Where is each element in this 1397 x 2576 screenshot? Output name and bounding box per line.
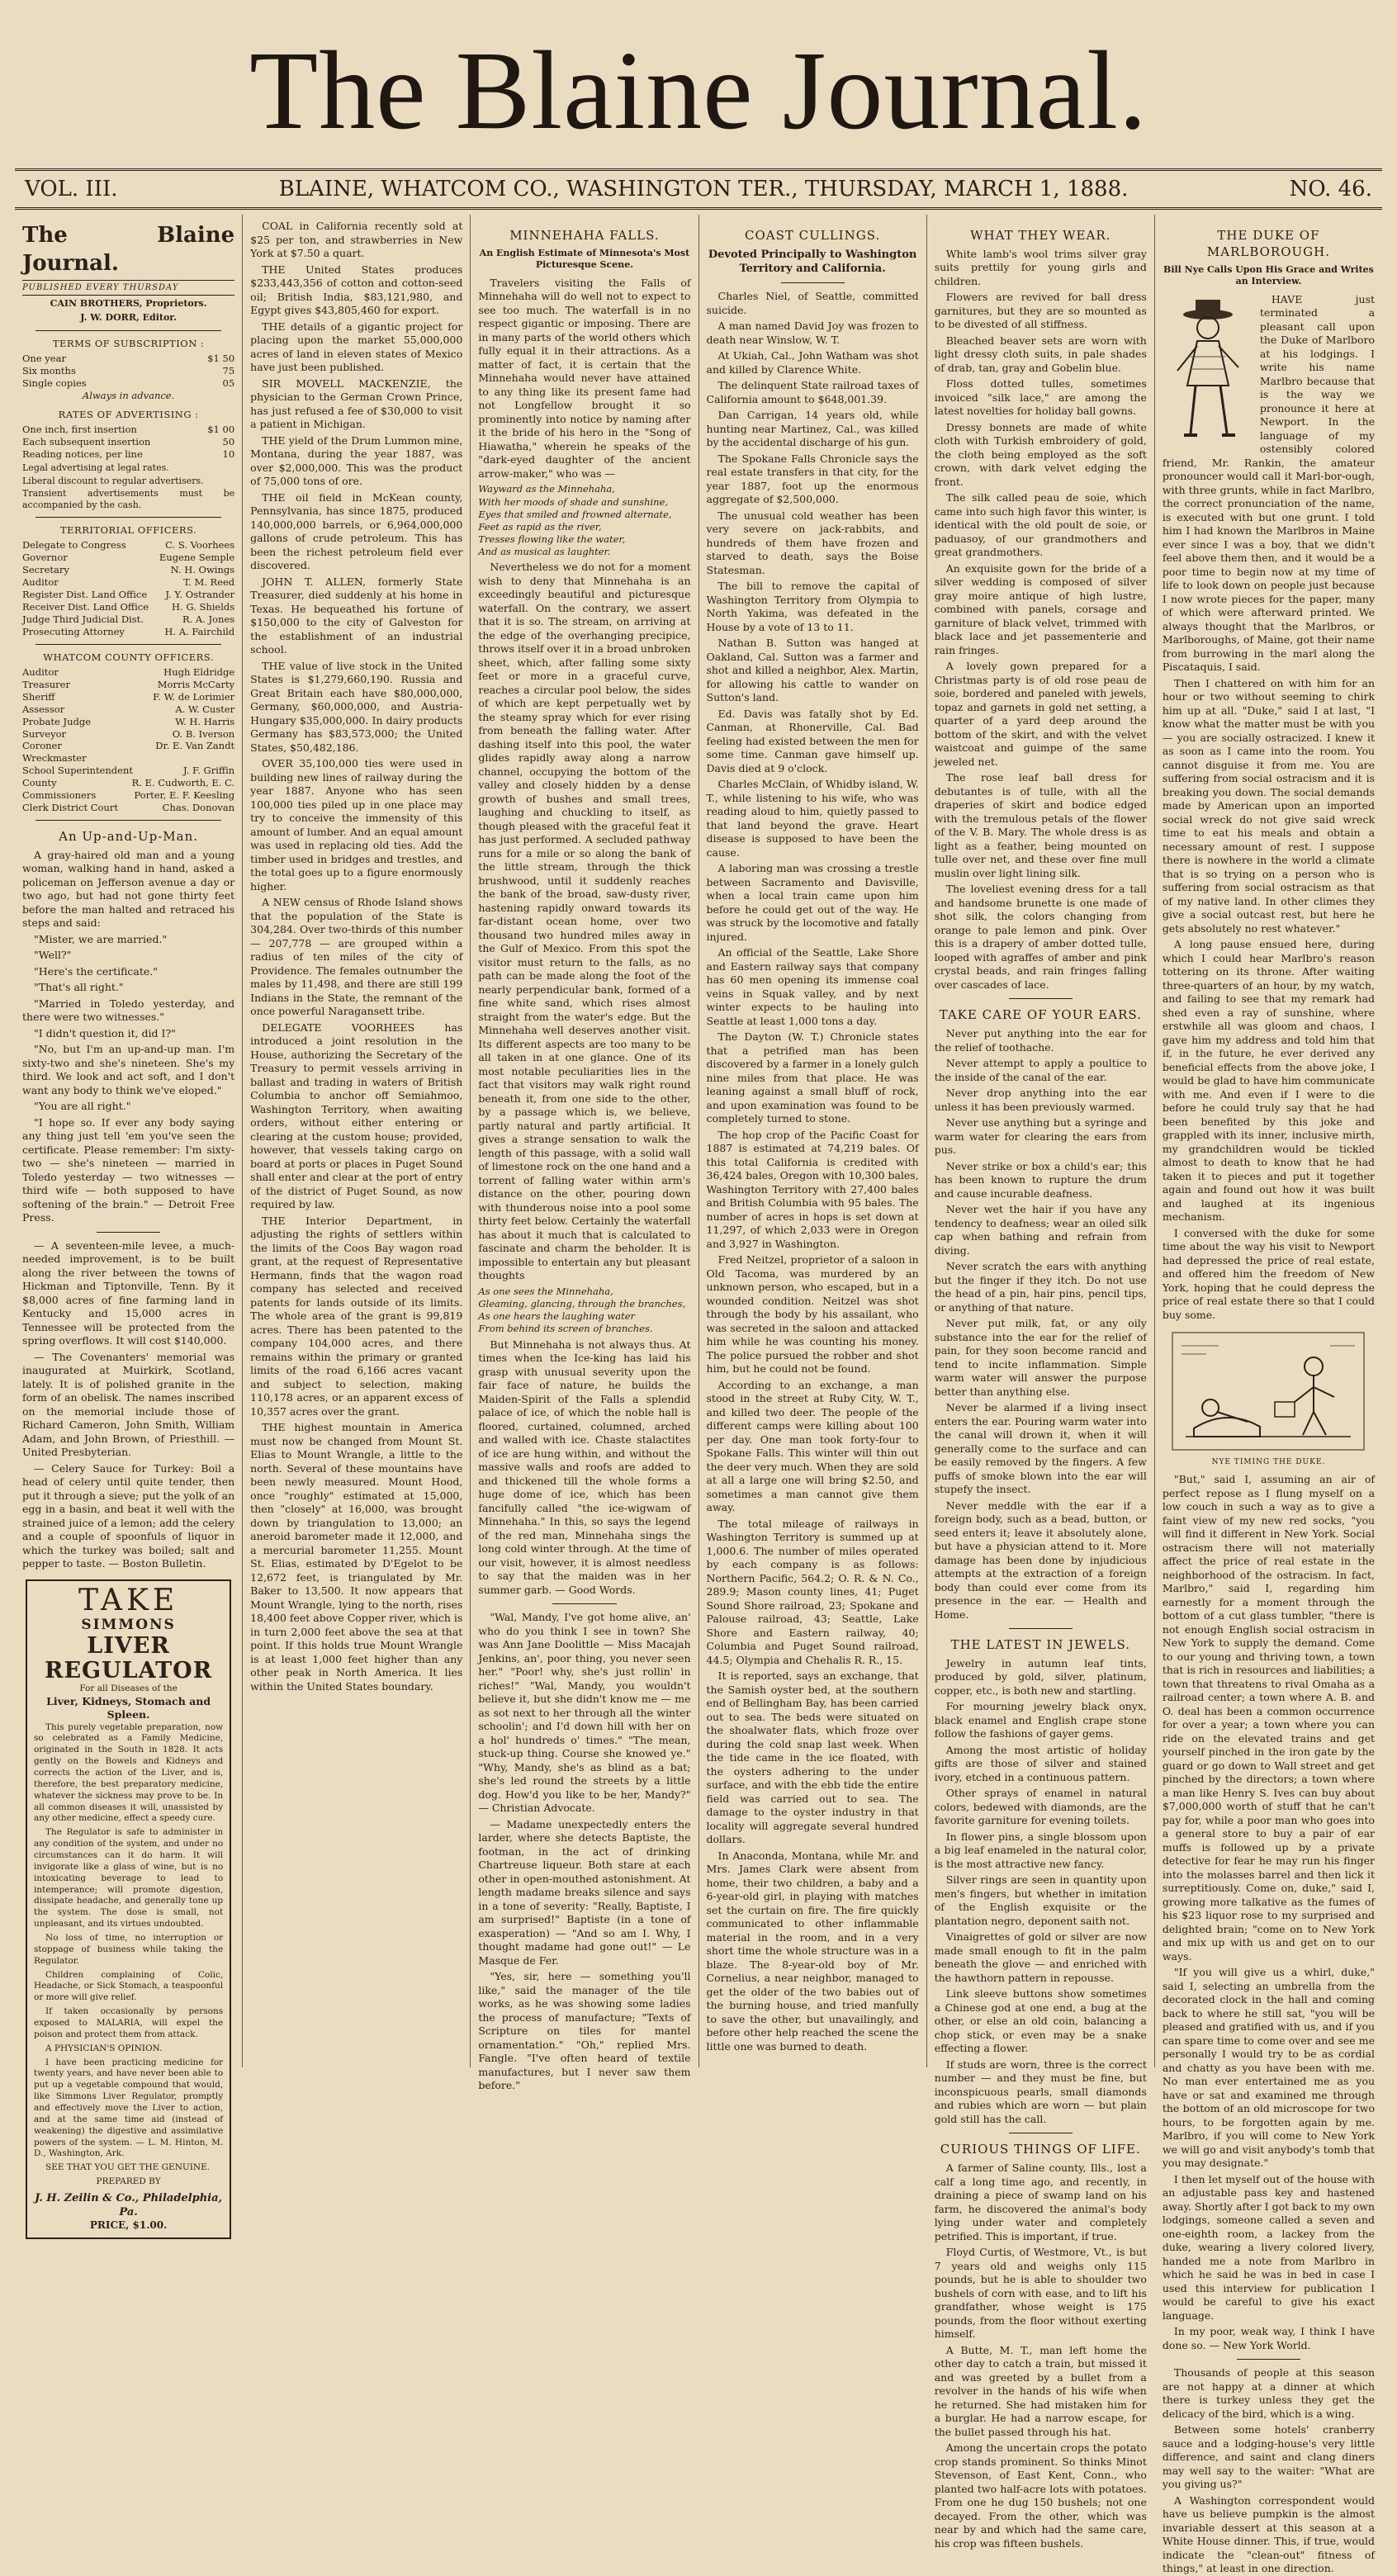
jewels-item: Among the most artistic of holiday gifts are those of silver and stained ivory, etched in a continuous pattern. <box>934 1743 1147 1783</box>
ears-item: Never wet the hair if you have any tendency to deafness; wear an oiled silk cap when bathing and refrain from diving. <box>934 1203 1147 1257</box>
story-para: "I didn't question it, did I?" <box>34 1026 176 1039</box>
ad-para: This purely vegetable preparation, now so celebrated as a Family Medicine, originated in the South in 1828. It acts gently on the Bowels and Kidneys and corrects the action of the Liver, and is, therefore, the best preparatory medicine, whatever the sickness may prove to be. In all common diseases it will, unassisted by any other medicine, effect a speedy cure. <box>34 1721 224 1824</box>
county-row <box>22 802 234 814</box>
county-row <box>22 765 234 777</box>
publishers-line: CAIN BROTHERS, Proprietors. <box>50 297 207 309</box>
dialogue-item: — Madame unexpectedly enters the larder, where she detects Baptiste, the footman, in the act of drinking Chartreuse liqueur. Both stare at each other in open-mouthed astonishment. At length madame breaks silence and says in a tone of severity: "Really, Baptiste, I am surprised!" Baptiste (in a tone of exasperation) — "And so am I. Why, I thought madame had gone out!" — Le Masque de Fer. <box>478 1817 691 1967</box>
territorial-row-label: Judge Third Judicial Dist. <box>22 613 144 625</box>
ad-body <box>34 1722 223 2175</box>
story-headline: An Up-and-Up-Man. <box>59 829 199 845</box>
short-item: THE details of a gigantic project for placing upon the market 55,000,000 acres of land in eleven states of Mexico have just been published. <box>250 320 463 373</box>
duke-para: "But," said I, assuming an air of perfect repose as I flung myself on a low couch in such a way as to give a faint view of my new red socks, "you will find it different in New York. Social ostracism there will not materially affect the price of real estate in the neighborhood of the ostracism. In fact, Marlbro," said I, regarding him earnestly for a moment through the bottom of a cut glass tumbler, "there is not enough English social ostracism in New York to supply the demand. Come to our young and thriving town, a town that is rich in resources and liabilities; a town that threatens to rival Omaha as a railroad center; a town where A. B. and O. deal has been a common occurrence for over a year; a town where you can ride on the elevated trains and get yourself pinched in the iron gate by the guard or go down to Wall street and get pinched by the directors; a town where a man like Henry S. Ives can buy about $7,000,000 worth of stuff that he can't pay for, while a poor man who goes into a general store to buy a pair of ear muffs is followed up by a private detective for fear he may run his finger into the molasses barrel and then lick it surreptitiously. Come on, duke," said I, growing more talkative as the fumes of his $23 liquor rose to my surprised and delighted brain; "come on to New York and mix up with us and get on to our ways. <box>1162 1473 1376 1963</box>
ad-liver-regulator: LIVER REGULATOR <box>45 1633 213 1683</box>
wear-item: Flowers are revived for ball dress garnitures, but they are so mounted as to be divested of all stiffness. <box>934 291 1147 331</box>
coast-item: Charles Niel, of Seattle, committed suicide. <box>706 290 919 316</box>
duke-para: Then I chattered on with him for an hour or two without seeming to chirk him up at all. "Duke," said I at last, "I know what the matter must be with you — you are socially ostracized. I knew it as soon as I came into the room. You cannot disguise it from me. You are suffering from social ostracism and it is breaking you down. The social demands made by American upon an imported social wreck do not give said wreck time to eat his meals and obtain a necessary amount of rest. I suppose there is nowhere in the world a climate that is so trying on a person who is suffering from social ostracism as that of my native land. In other climes they give a social outcast rest, but here he gets absolutely no rest whatever." <box>1162 676 1376 935</box>
county-row-value: R. E. Cudworth, E. C. Porter, E. F. Keesling <box>131 777 235 802</box>
territorial-row-value: H. G. Shields <box>172 600 235 613</box>
jewels-item: For mourning jewelry black onyx, black enamel and English crape stone follow the fashions of gayer gems. <box>934 1700 1147 1740</box>
story-para: "That's all right." <box>34 981 124 994</box>
short-item: THE oil field in McKean county, Pennsylvania, has since 1875, produced 140,000,000 barrels, or 6,964,000,000 gallons of crude petroleum. This has been the richest petroleum field ever discovered. <box>250 490 463 571</box>
rates-row-value: 50 <box>222 436 235 448</box>
ears-item: Never use anything but a syringe and warm water for clearing the ears from pus. <box>934 1116 1147 1157</box>
rates-note: Legal advertising at legal rates. <box>22 462 169 473</box>
duke-para: I then let myself out of the house with an adjustable pass key and hastened away. Shortly after I got back to my own lodgings, someone called a seven and one-eighth room, a lackey from the duke, wearing a livery colored livery, handed me a note from Marlbro in which he said he was in bed in case I used this interview for publication I would be careful to give his exact language. <box>1162 2172 1376 2322</box>
county-row-value: F. W. de Lorimier <box>153 690 235 703</box>
territorial-row-value: Eugene Semple <box>159 552 235 564</box>
wear-item: White lamb's wool trims silver gray suits prettily for young girls and children. <box>934 247 1147 287</box>
coast-item: It is reported, says an exchange, that the Samish oyster bed, at the southern end of Bellingham Bay, has been carried out to sea. The beds were situated on the shoalwater flats, which froze over during the cold snap last week. When the tide came in the ice floated, with the oysters adhering to the under surface, and with the ebb tide the entire field was carried out to sea. The damage to the oyster industry in that locality will aggregate several hundred dollars. <box>706 1669 919 1846</box>
rates-row-label: Each subsequent insertion <box>22 436 151 448</box>
county-row-label: Auditor <box>22 665 59 678</box>
rates-row-value: 10 <box>222 448 235 461</box>
short-item: SIR MOVELL MACKENZIE, the physician to the German Crown Prince, has just refused a fee of $30,000 to visit a patient in Michigan. <box>250 376 463 430</box>
story-para: "No, but I'm an up-and-up man. I'm sixty-two and she's nineteen. She's my third. We look and act soft, and I don't want any body to think we've eloped." <box>22 1043 235 1096</box>
coast-deck: Devoted Principally to Washington Territory and California. <box>708 248 917 275</box>
territorial-row-label: Register Dist. Land Office <box>22 588 148 600</box>
territorial-row-value: T. M. Reed <box>183 575 235 588</box>
rates-row-label: One inch, first insertion <box>22 424 137 436</box>
story-para: "Married in Toledo yesterday, and there were two witnesses." <box>22 997 235 1024</box>
wear-headline: WHAT THEY WEAR. <box>970 228 1111 243</box>
territorial-row-label: Secretary <box>22 564 69 576</box>
county-row <box>22 691 234 703</box>
short-item: Between some hotels' cranberry sauce and a lodging-house's very little difference, and saint and clang diners may well say to the waiter: "What are you giving us?" <box>1162 2423 1376 2490</box>
dialogue-item: "Wal, Mandy, I've got home alive, an' who do you think I see in town? She was Ann Jane Doolittle — Miss Macajah Jenkins, an', poor thing, you never seen her." "Poor! why, she's just rollin' in riches!" "Wal, Mandy, you wouldn't believe it, but she didn't know me — me as sot next to her through all the winter schoolin'; and I'd down hill with her on a hol' hundreds o' times." "The mean, stuck-up thing. Course she knowed ye." "Why, Mandy, she's as blind as a bat; she's led round the streets by a little dog. How'd you like to be her, Mandy?" — Christian Advocate. <box>478 1611 691 1815</box>
duke-para: A long pause ensued here, during which I could hear Marlbro's reason tottering on its throne. After waiting three-quarters of an hour, by my watch, and failing to see that my remark had shed even a ray of sunshine, where erstwhile all was gloom and chaos, I gave him my address and told him that if, in the future, he ever derived any beneficial effects from the above joke, I would be glad to have him communicate with me. And even if I were to die before he could truly say that he had been benefited by this joke and grappled with its inner, inclusive mirth, my grandchildren would be tickled almost to death to know that he had taken it to pieces and put it together again and found out how it was built and laughed at its ingenious mechanism. <box>1162 938 1376 1224</box>
ad-maker: J. H. Zeilin & Co., Philadelphia, Pa. <box>35 2192 223 2219</box>
county-row-value: A. W. Custer <box>175 703 235 715</box>
ears-item: Never attempt to apply a poultice to the inside of the canal of the ear. <box>934 1057 1147 1083</box>
coast-item: Charles McClain, of Whidby island, W. T., while listening to his wife, who was reading aloud to him, quietly passed to that land beyond the grave. Heart disease is supposed to have been the cause. <box>706 778 919 859</box>
story-para: "You are all right." <box>34 1100 131 1113</box>
short-item: A Washington correspondent would have us believe pumpkin is the almost invariable dessert at this season at a White House dinner. This, if true, would indicate the "clean-out" fitness of things," at least in one direction. <box>1162 2493 1376 2574</box>
terms-row-value: 05 <box>222 376 235 389</box>
rates-notes <box>22 462 234 511</box>
territorial-row-label: Governor <box>22 552 68 564</box>
ears-item: Never put anything into the ear for the relief of toothache. <box>934 1027 1147 1054</box>
county-row-value: J. F. Griffin <box>183 765 235 777</box>
story-body <box>22 849 234 1225</box>
coast-item: The delinquent State railroad taxes of California amount to $648,001.39. <box>706 379 919 405</box>
county-row-value: Hugh Eldridge <box>163 665 235 678</box>
short-items <box>250 220 462 1693</box>
column-6 <box>1155 215 1382 2574</box>
liver-regulator-ad <box>26 1579 231 2239</box>
minnehaha-deck: An English Estimate of Minnesota's Most Picturesque Scene. <box>479 247 690 271</box>
minnehaha-para: But Minnehaha is not always thus. At times when the Ice-king has laid his grasp with unusual severity upon the fair face of nature, he builds the Maiden-Spirit of the Falls a splendid palace of ice, of which the noble hall is floored, curtained, columned, arched and walled with ice. Chaste stalactites of ice are hung within, and without the massive walls and roofs are added to and thickened till the whole forms a huge dome of ice, which has been fancifully called "the ice-wigwam of Minnehaha." In this, so says the legend of the red man, Minnehaha sings the long cold winter through. At the time of our visit, however, it is almost needless to say that the maiden was in her summer garb. — Good Words. <box>478 1338 691 1596</box>
territorial-list <box>22 539 234 638</box>
jewels-headline: THE LATEST IN JEWELS. <box>950 1637 1130 1653</box>
coast-item: In Anaconda, Montana, while Mr. and Mrs. James Clark were absent from home, their two children, a baby and a 6-year-old girl, in playing with matches set the curtain on fire. The fire quickly communicated to other inflammable material in the room, and in a very short time the whole structure was in a blaze. The 8-year-old boy of Mr. Cornelius, a near neighbor, managed to get the older of the two babies out of the burning house, and tried manfully to save the other, but unavailingly, and before other help reached the scene the little one was burned to death. <box>706 1849 919 2053</box>
dateline-bar <box>15 168 1382 210</box>
county-row-label: Wreckmaster <box>22 752 87 765</box>
duke-para: "If you will give us a whirl, duke," said I, selecting an umbrella from the decorated clock in the hall and coming back to where he still sat, "you will be pleased and gratified with us, and if you can spare time to come over and see me personally I would try to be as cordial and chatty as you have been with me. No man ever entertained me as you have or sat and examined me through the bottom of an old microscope for two hours, to be forgotten again by me. Marlbro, if you will come to New York we will go and visit anybody's tomb that you may designate." <box>1162 1966 1376 2169</box>
ears-items <box>935 1027 1147 1622</box>
territorial-row <box>22 613 234 626</box>
wear-items <box>935 248 1147 992</box>
divider <box>36 644 221 645</box>
terms-list <box>22 353 234 390</box>
column-2 <box>243 215 471 2067</box>
wear-item: The silk called peau de soie, which came into such high favor this winter, is identical with the old poult de soie, or paduasoy, of our grandmothers and great grandmothers. <box>934 491 1147 559</box>
terms-note: Always in advance. <box>82 389 175 401</box>
divider <box>36 820 221 821</box>
coast-item: Nathan B. Sutton was hanged at Oakland, Cal. Sutton was a farmer and shot and killed a neighbor, Alex. Martin, for allowing his cattle to wander on Sutton's land. <box>706 637 919 704</box>
terms-row-label: Six months <box>22 364 76 376</box>
jewels-item: Silver rings are seen in quantity upon men's fingers, but whether in imitation of the English exquisite or the plantation negro, deponent saith not. <box>934 1873 1147 1927</box>
jewels-item: Vinaigrettes of gold or silver are now made small enough to fit in the palm beneath the glove — and enriched with the hawthorn pattern in repousse. <box>934 1930 1147 1984</box>
jewels-item: Other sprays of enamel in natural colors, bedewed with diamonds, are the favorite garniture for evening toilets. <box>934 1787 1147 1827</box>
ears-item: Never meddle with the ear if a foreign body, such as a bead, button, or seed enters it; leave it absolutely alone, but have a physician attend to it. More damage has been done by injudicious attempts at the extraction of a foreign body than could ever come from its presence in the ear. — Health and Home. <box>934 1499 1147 1621</box>
county-row-label: School Superintendent <box>22 765 133 777</box>
territorial-row <box>22 564 234 576</box>
terms-row-value: $1 50 <box>207 353 235 365</box>
short-item: THE highest mountain in America must now be changed from Mount St. Elias to Mount Wrangle, a little to the north. Several of these mountains have been newly measured. Mount Hood, once "roughly" estimated at 15,000, then "closely" at 16,000, was brought down by triangulation to 13,000; an aneroid barometer made it 12,000, and a mercurial barometer 11,255. Mount St. Elias, estimated by D'Egelot to be 12,672 feet, is triangulated by Mr. Baker to 13,500. It now appears that Mount Wrangle, lying to the north, rises 18,400 feet above Copper river, which is in turn 2,000 feet above the sea at that point. If this holds true Mount Wrangle is at least 1,000 feet higher than any other peak in North America. It lies within the United States boundary. <box>250 1421 463 1693</box>
minnehaha-para: Nevertheless we do not for a moment wish to deny that Minnehaha is an exceedingly beautiful and picturesque waterfall. On the contrary, we assert that it is so. The stream, on arriving at the edge of the overhanging precipice, throws itself over it in a broad unbroken sheet, which, after falling some sixty feet or more in a graceful curve, reaches a circular pool below, the sides of which are kept perpetually wet by the steamy spray which for ever rising from beneath the falling water. After dashing itself into this pool, the water glides rapidly away along a narrow channel, occupying the bottom of the valley and closely hidden by a dense growth of bushes and small trees, laughing and chuckling to itself, as though pleased with the graceful feat it has just performed. A secluded pathway runs for a mile or so along the bank of the little stream, through the thick brushwood, until it suddenly reaches the bank of the broad, saw-dusty river, hastening rapidly onward towards its far-distant ocean home, over two thousand two hundred miles away in the Gulf of Mexico. From this spot the visitor must return to the falls, as no path can be made along the foot of the nearly perpendicular bank, formed of a fine white sand, which rises almost straight from the water's edge. But the Minnehaha well deserves another visit. Its different aspects are too many to be all taken in at one glance. One of its most notable peculiarities lies in the fact that visitors may walk right round beneath it, from one side to the other, by a passage which is, we believe, partly natural and partly artificial. It gives a strange sensation to walk the length of this passage, with a solid wall of limestone rock on the one hand and a torrent of falling water within arm's distance on the other, pouring down with thunderous noise into a pool some thirty feet below. Certainly the waterfall has about it much that is calculated to fascinate and charm the beholder. It is impossible to entertain any but pleasant thoughts <box>478 561 691 1282</box>
territorial-row-label: Auditor <box>22 575 59 588</box>
ad-for-line: For all Diseases of the <box>79 1683 178 1693</box>
duke-deck: Bill Nye Calls Upon His Grace and Writes an Interview. <box>1163 263 1374 287</box>
terms-row-label: One year <box>22 353 66 365</box>
terms-row-label: Single copies <box>22 376 87 389</box>
territorial-row <box>22 576 234 589</box>
rates-row <box>22 448 234 461</box>
coast-item: The unusual cold weather has been very severe on jack-rabbits, and hundreds of them have frozen and starved to death, says the Boise Statesman. <box>706 509 919 576</box>
divider <box>36 517 221 518</box>
jewels-item: Jewelry in autumn leaf tints, produced by gold, silver, platinum, copper, etc., is both new and startling. <box>934 1656 1147 1697</box>
county-row-label: Probate Judge <box>22 715 92 727</box>
coast-item: Dan Carrigan, 14 years old, while hunting near Martinez, Cal., was killed by the accidental discharge of his gun. <box>706 409 919 449</box>
county-row-value: W. H. Harris <box>175 715 235 727</box>
ad-take: TAKE <box>78 1583 179 1617</box>
column-5 <box>927 215 1155 2550</box>
minnehaha-headline: MINNEHAHA FALLS. <box>509 228 660 243</box>
county-row-label: Treasurer <box>22 678 70 690</box>
curious-item: Among the uncertain crops the potato crop stands prominent. So thinks Minot Stevenson, of East Kent, Conn., who planted two half-acre lots with potatoes. From one he dug 150 bushels; not one decayed. From the other, which was near by and which had the same care, his crop was fifteen bushels. <box>934 2441 1147 2550</box>
dateline-text: BLAINE, WHATCOM CO., WASHINGTON TER., THURSDAY, MARCH 1, 1888. <box>278 177 1129 201</box>
territorial-row <box>22 626 234 638</box>
issue-number: NO. 46. <box>1289 177 1372 201</box>
duke-headline: THE DUKE OF MARLBOROUGH. <box>1206 228 1330 259</box>
jewels-item: In flower pins, a single blossom upon a big leaf enameled in the natural color, is the most attractive new fancy. <box>934 1830 1147 1870</box>
divider <box>781 282 845 283</box>
curious-items <box>935 2162 1147 2550</box>
ears-item: Never put milk, fat, or any oily substance into the ear for the relief of pain, for they soon become rancid and tend to incite inflammation. Simple warm water will answer the purpose better than anything else. <box>934 1317 1147 1398</box>
county-row-value: Chas. Donovan <box>162 802 235 814</box>
county-heading: WHATCOM COUNTY OFFICERS. <box>43 651 214 663</box>
volume-label: VOL. III. <box>25 177 118 201</box>
rates-heading: RATES OF ADVERTISING : <box>58 409 199 420</box>
short-item: THE yield of the Drum Lummon mine, Montana, during the year 1887, was over $2,000,000. This was the product of 75,000 tons of ore. <box>250 433 463 487</box>
short-item: JOHN T. ALLEN, formerly State Treasurer, died suddenly at his home in Texas. He bequeathed his fortune of $150,000 to the city of Galveston for the establishment of an industrial school. <box>250 575 463 656</box>
terms-row <box>22 365 234 377</box>
curious-item: A farmer of Saline county, Ills., lost a calf a long time ago, and recently, in draining a piece of swamp land on his farm, he discovered the animal's body lying under water and completely petrified. This is important, if true. <box>934 2162 1147 2242</box>
territorial-row-value: J. Y. Ostrander <box>165 588 235 600</box>
editor-line: J. W. DORR, Editor. <box>80 312 177 324</box>
coast-item: A laboring man was crossing a trestle between Sacramento and Davisville, when a local train came upon him before he could get out of the way. He was struck by the locomotive and fatally injured. <box>706 862 919 943</box>
columns <box>15 215 1382 2574</box>
story-para: "Here's the certificate." <box>34 964 159 978</box>
man-with-hat-illustration <box>1163 295 1253 443</box>
terms-heading: TERMS OF SUBSCRIPTION : <box>52 337 205 349</box>
wear-item: The rose leaf ball dress for debutantes is of tulle, with all the draperies of skirt and bodice edged with the tremulous petals of the flower of the V. B. Mary. The whole dress is as light as a feather, being mounted on tulle over net, and these over fine mull muslin over light lining silk. <box>934 771 1147 879</box>
curious-item: Floyd Curtis, of Westmore, Vt., is but 7 years old and weighs only 115 pounds, but he is able to shoulder two bushels of corn with ease, and to lift his grandfather, whose weight is 175 pounds, from the floor without exerting himself. <box>934 2246 1147 2341</box>
ears-item: Never drop anything into the ear unless it has been previously warmed. <box>934 1087 1147 1113</box>
coast-item: The hop crop of the Pacific Coast for 1887 is estimated at 74,219 bales. Of this total California is credited with 36,424 bales, Oregon with 10,300 bales, Washington Territory with 27,400 bales and British Columbia with 95 bales. The number of acres in hops is set down at 11,297, of which 2,033 were in Oregon and 3,927 in Washington. <box>706 1128 919 1250</box>
territorial-row <box>22 601 234 613</box>
ears-headline: TAKE CARE OF YOUR EARS. <box>939 1007 1142 1023</box>
jewels-items <box>935 1657 1147 2127</box>
territorial-row-value: N. H. Owings <box>170 564 235 576</box>
county-row-label: Sheriff <box>22 690 55 703</box>
news-item: — The Covenanters' memorial was inaugurated at Muirkirk, Scotland, lately. It is of polished granite in the form of an obelisk. The names inscribed on the memorial include those of Richard Cameron, John Smith, William Adam, and John Brown, of Priesthill. — United Presbyterian. <box>22 1350 235 1459</box>
terms-row <box>22 353 234 365</box>
jewels-item: If studs are worn, three is the correct number — and they must be fine, but inconspicuous pearls, small diamonds and rubies which are worn — but plain gold still has the call. <box>934 2057 1147 2125</box>
coast-item: Ed. Davis was fatally shot by Ed. Canman, at Rhonerville, Cal. Bad feeling had existed between the men for some time. Canman gave himself up. Davis died at 9 o'clock. <box>706 707 919 774</box>
territorial-row-value: R. A. Jones <box>182 613 235 625</box>
rates-row <box>22 424 234 436</box>
county-row <box>22 716 234 728</box>
duke-para: HAVE just terminated a pleasant call upon the Duke of Marlboro at his lodgings. I write his name Marlbro because that is the way we pronounce it here at Newport. In the language of my ostensibly colored friend, Mr. Rankin, the amateur pronouncer would call it Marl-bor-ough, with three grunts, while in fact Marlbro, the correct pronunciation of the name, is executed with but one grunt. I told him I had known the Marlbros in Maine ever since I was a boy, that we didn't feel above them then, and it would be a poor time to begin now at my time of life to look down on people just because I now wrote pieces for the paper, many of which were afterward printed. We always thought that the Marlbros, or Marlboroughs, of Maine, got their name from burrowing in the marl along the Piscataquis, I said. <box>1162 292 1376 674</box>
county-row <box>22 703 234 716</box>
county-row-label: County Commissioners <box>22 777 97 802</box>
rates-row-label: Reading notices, per line <box>22 448 143 461</box>
coast-item: An official of the Seattle, Lake Shore and Eastern railway says that company has 60 men opening its immense coal veins in Squak valley, and by next winter expects to be hauling into Seattle at least 1,000 tons a day. <box>706 946 919 1027</box>
county-row <box>22 679 234 691</box>
ad-simmons: SIMMONS <box>81 1616 176 1633</box>
duke-para: I conversed with the duke for some time about the way his visit to Newport had depressed the price of real estate, and offered him the freedom of New York, hoping that he could depress the price of real estate there so that I could buy some. <box>1162 1226 1376 1321</box>
divider <box>1237 2359 1300 2360</box>
county-row-label: Surveyor <box>22 727 67 740</box>
county-row <box>22 777 234 802</box>
coast-items <box>707 290 919 2053</box>
wear-item: Bleached beaver sets are worn with light dressy cloth suits, in pale shades of drab, tan, gray and Gobelin blue. <box>934 334 1147 374</box>
territorial-row-value: C. S. Voorhees <box>165 539 235 552</box>
county-row <box>22 740 234 752</box>
illustration-caption: NYE TIMING THE DUKE. <box>1211 1458 1326 1467</box>
county-row <box>22 666 234 679</box>
territorial-row <box>22 552 234 564</box>
territorial-row-label: Prosecuting Attorney <box>22 625 125 637</box>
ad-prepared-by: PREPARED BY <box>96 2176 161 2187</box>
county-list <box>22 666 234 814</box>
duke-interview-illustration <box>1169 1329 1367 1453</box>
wear-item: Dressy bonnets are made of white cloth with Turkish embroidery of gold, the cloth being employed as the soft crown, with dark velvet edging the front. <box>934 420 1147 488</box>
territorial-row-label: Delegate to Congress <box>22 539 126 552</box>
territorial-row <box>22 589 234 601</box>
minnehaha-para: Travelers visiting the Falls of Minnehaha will do well not to expect to see too much. The waterfall is in no respect gigantic or imposing. There are in many parts of the world others which fully equal it in their attractions. As a matter of fact, it is certain that the Minnehaha would never have attained to any thing like its present fame had not Longfellow brought it so prominently into notice by naming after it the bride of his hero in the "Song of Hiawatha," wherein he speaks of the "dark-eyed daughter of the ancient arrow-maker," who was — <box>478 276 691 480</box>
territorial-heading: TERRITORIAL OFFICERS. <box>59 523 197 536</box>
news-item: — A seventeen-mile levee, a much-needed improvement, is to be built along the river between the towns of Hickman and Tiptonville, Tenn. By it $8,000 acres of fine farming land in Kentucky and 15,000 acres in Tennessee will be protected from the spring overflows. It will cost $140,000. <box>22 1238 235 1347</box>
story-para: "Well?" <box>34 949 72 962</box>
coast-item: The Dayton (W. T.) Chronicle states that a petrified man has been discovered by a farmer in a lonely gulch nine miles from that place. He was leaning against a small bluff of rock, and upon examination was found to be completely turned to stone. <box>706 1030 919 1125</box>
coast-item: At Ukiah, Cal., John Watham was shot and killed by Clarence White. <box>706 349 919 376</box>
ears-item: Never strike or box a child's ear; this has been known to rupture the drum and cause incurable deafness. <box>934 1159 1147 1200</box>
box-title: The Blaine Journal. <box>22 223 235 277</box>
ad-organs: Liver, Kidneys, Stomach and Spleen. <box>46 1694 211 1721</box>
divider <box>36 330 221 331</box>
published-line: PUBLISHED EVERY THURSDAY <box>22 280 234 296</box>
terms-row <box>22 377 234 390</box>
divider <box>1009 1628 1073 1629</box>
rates-note: Transient advertisements must be accompanied by the cash. <box>22 488 235 511</box>
short-item: THE Interior Department, in adjusting the rights of settlers within the limits of the Coos Bay wagon road grant, at the request of Representative Hermann, finds that the wagon road company has selected and received patents for lands outside of its limits. The whole area of the grant is 99,819 acres. There has been patented to the company 104,000 acres, and there remains within the primary or granted limits of the road 6,166 acres vacant and subject to selection, making 110,178 acres, or an apparent excess of 10,357 acres over the grant. <box>250 1214 463 1418</box>
county-row-label: Assessor <box>22 703 65 715</box>
ears-item: Never be alarmed if a living insect enters the ear. Pouring warm water into the canal will drown it, when it will generally come to the surface and can be easily removed by the fingers. A few puffs of smoke blown into the ear will stupefy the insect. <box>934 1401 1147 1496</box>
territorial-row-label: Receiver Dist. Land Office <box>22 600 149 613</box>
territorial-row-value: H. A. Fairchild <box>164 625 235 637</box>
rates-row-value: $1 00 <box>207 424 235 436</box>
short-item: OVER 35,100,000 ties were used in building new lines of railway during the year 1887. Anyone who has seen 100,000 ties piled up in one place may try to conceive the immensity of this amount of lumber. And an equal amount was used in replacing old ties. Add the timber used in bridges and trestles, and the total goes up to a figure enormously higher. <box>250 757 463 893</box>
masthead-title: The Blaine Journal. <box>249 29 1148 153</box>
coast-item: The bill to remove the capital of Washington Territory from Olympia to North Yakima, was defeated in the House by a vote of 13 to 11. <box>706 580 919 633</box>
curious-item: A Butte, M. T., man left home the other day to catch a train, but missed it and was greeted by a bullet from a revolver in the hands of his wife when he returned. She had mistaken him for a burglar. He had a narrow escape, for the bullet passed through his hat. <box>934 2343 1147 2438</box>
wear-item: The loveliest evening dress for a tall and handsome brunette is one made of shot silk, the colors changing from orange to pale lemon and pink. Over this is a drapery of amber dotted tulle, looped with agraffes of amber and pink crystal beads, and rain fringes falling over cascades of lace. <box>934 883 1147 991</box>
short-item: Thousands of people at this season are not happy at a dinner at which there is turkey unless they get the delicacy of the bird, which is a wing. <box>1162 2366 1376 2420</box>
column-1 <box>15 215 243 2232</box>
ad-para: Children complaining of Colic, Headache, or Sick Stomach, a teaspoonful or more will give relief. <box>34 1969 224 2003</box>
divider <box>552 1603 616 1604</box>
hiawatha-verse: Wayward as the Minnehaha, With her moods of shade and sunshine, Eyes that smiled and frowned alternate, Feet as rapid as the river, Tresses flowing like the water, And as musical as laughter. <box>478 483 672 558</box>
ad-para: SEE THAT YOU GET THE GENUINE. <box>45 2162 211 2173</box>
divider <box>1009 998 1073 999</box>
ad-para: The Regulator is safe to administer in any condition of the system, and under no circumstances can it do harm. It will invigorate like a glass of wine, but is no intoxicating beverage to lead to intemperance; will promote digestion, dissipate headache, and generally tone up the system. The dose is small, not unpleasant, and its virtues undoubted. <box>34 1827 224 1930</box>
dialogue-item: "Yes, sir, here — something you'll like," said the manager of the tile works, as he was showing some ladies the process of manufacture; "Texts of Scripture on tiles for mantel ornamentation." "Oh," replied Mrs. Fangle. "I've often heard of textile manufactures, but I never saw them before." <box>478 1970 691 2092</box>
divider <box>97 1232 160 1233</box>
coast-headline: COAST CULLINGS. <box>744 228 881 243</box>
wear-item: An exquisite gown for the bride of a silver wedding is composed of silver gray moire antique of high lustre, combined with panels, corsage and garniture of black velvet, trimmed with black lace and jet passementerie and rain fringes. <box>934 561 1147 656</box>
rates-list <box>22 424 234 461</box>
story-para: "I hope so. If ever any body saying any thing just tell 'em you've seen the certificate. Please remember: I'm sixty-two — she's nineteen — married in Toledo yesterday — two witnesses — third wife — both supposed to have softening of the brain." — Detroit Free Press. <box>22 1115 235 1224</box>
hiawatha-verse: As one sees the Minnehaha, Gleaming, glancing, through the branches, As one hears the laughing water From behind its screen of branches. <box>478 1285 686 1335</box>
duke-para: In my poor, weak way, I think I have done so. — New York World. <box>1162 2325 1376 2351</box>
curious-headline: CURIOUS THINGS OF LIFE. <box>940 2142 1141 2157</box>
terms-row-value: 75 <box>222 364 235 376</box>
county-row-label: Clerk District Court <box>22 802 118 814</box>
ad-para: If taken occasionally by persons exposed to MALARIA, will expel the poison and protect them from attack. <box>34 2006 224 2039</box>
short-item: COAL in California recently sold at $25 per ton, and strawberries in New York at $7.50 a quart. <box>250 220 463 259</box>
short-item: THE value of live stock in the United States is $1,279,660,190. Russia and Great Britain each have $80,000,000, Germany, $60,000,000, and Austria-Hungary $35,000,000. In dairy products Germany has $83,573,000; the United States, $50,482,186. <box>250 659 463 754</box>
coast-item: The Spokane Falls Chronicle says the real estate transfers in that city, for the year 1887, foot up the enormous aggregate of $2,500,000. <box>706 452 919 506</box>
rates-note: Liberal discount to regular advertisers. <box>22 475 204 486</box>
column-3 <box>471 215 698 2092</box>
story-para: A gray-haired old man and a young woman, walking hand in hand, asked a policeman on Jefferson avenue a day or two ago, but had not gone thirty feet before the man halted and retraced his steps and said: <box>22 848 235 930</box>
territorial-row <box>22 539 234 552</box>
nye-illustration <box>1163 295 1253 447</box>
coast-item: Fred Neitzel, proprietor of a saloon in Old Tacoma, was murdered by an unknown person, who escaped, but in a wounded condition. Neitzel was shot through the body by his assailant, who was secreted in the saloon and attacked him while he was counting his money. The police pursued the robber and shot him, but he could not be found. <box>706 1253 919 1376</box>
short-item: A NEW census of Rhode Island shows that the population of the State is 304,284. Over two-thirds of this number — 207,778 — are grouped within a radius of ten miles of the city of Providence. The females outnumber the males by 11,498, and there are still 199 Indians in the State, the remnant of the once powerful Naragansett tribe. <box>250 896 463 1017</box>
ad-para: No loss of time, no interruption or stoppage of business while taking the Regulator. <box>34 1933 224 1966</box>
ad-para: I have been practicing medicine for twenty years, and have never been able to put up a vegetable compound that would, like Simmons Liver Regulator, promptly and effectively move the Liver to action, and at the same time aid (instead of weakening) the digestive and assimilative powers of the system. — L. M. Hinton, M. D., Washington, Ark. <box>34 2057 224 2159</box>
ears-item: Never scratch the ears with anything but the finger if they itch. Do not use the head of a pin, hair pins, pencil tips, or anything of that nature. <box>934 1260 1147 1314</box>
county-row <box>22 728 234 741</box>
news-items <box>22 1239 234 1571</box>
coast-item: The total mileage of railways in Washington Territory is summed up at 1,000.6. The number of miles operated by each company is as follows: Northern Pacific, 564.2; O. R. & N. Co., 289.9; Mason county lines, 41; Puget Sound Shore railroad, 23; Spokane and Palouse railroad, 43; Seattle, Lake Shore and Eastern railway, 40; Columbia and Puget Sound railroad, 44.5; Olympia and Chehalis R. R., 15. <box>706 1517 919 1666</box>
county-row-label: Coroner <box>22 740 62 752</box>
jewels-item: Link sleeve buttons show sometimes a Chinese god at one end, a bug at the other, or else an old coin, balancing a chop stick, or even may be a snake effecting a flower. <box>934 1987 1147 2055</box>
column-4 <box>699 215 927 2067</box>
ad-price: PRICE, $1.00. <box>89 2219 168 2232</box>
short-item: DELEGATE VOORHEES has introduced a joint resolution in the House, authorizing the Secretary of the Treasury to permit vessels arriving in ballast and trading in waters of British Columbia to anchor off Semiahmoo, Washington Territory, when awaiting orders, without either entering or clearing at the custom house; provided, however, that vessels taking cargo on board at ports or places in Puget Sound shall enter and clear at the port of entry of the district of Puget Sound, as now required by law. <box>250 1020 463 1210</box>
news-item: — Celery Sauce for Turkey: Boil a head of celery until quite tender, then put it through a sieve; put the yolk of an egg in a basin, and beat it well with the strained juice of a lemon; add the celery and a couple of spoonfuls of liquor in which the turkey was boiled; salt and pepper to taste. — Boston Bulletin. <box>22 1461 235 1570</box>
story-para: "Mister, we are married." <box>34 932 168 945</box>
short-item: THE United States produces $233,443,356 of cotton and cotton-seed oil; British India, $83,121,980, and Egypt gives $43,805,460 for export. <box>250 263 463 316</box>
coast-item: A man named David Joy was frozen to death near Winslow, W. T. <box>706 320 919 346</box>
ad-para: A PHYSICIAN'S OPINION. <box>45 2043 163 2053</box>
county-row-value: O. B. Iverson <box>172 727 235 740</box>
rates-row <box>22 436 234 448</box>
county-row-value: Dr. E. Van Zandt <box>155 740 235 752</box>
coast-item: According to an exchange, a man stood in the street at Ruby City, W. T., and killed two deer. The people of the different camps were killing about 100 per day. One man took forty-four to Spokane Falls. This winter will thin out the deer very much. When they are sold at all a large one will bring $2.50, and sometimes a man cannot give them away. <box>706 1378 919 1514</box>
wear-item: A lovely gown prepared for a Christmas party is of old rose peau de soie, bordered and paneled with jewels, topaz and garnets in gold net setting, a quarter of a yard deep around the bottom of the skirt, and with the velvet waistcoat and guimpe of the same jeweled net. <box>934 660 1147 768</box>
county-row <box>22 752 234 765</box>
wear-item: Floss dotted tulles, sometimes invoiced "silk lace," are among the latest novelties for holiday ball gowns. <box>934 377 1147 418</box>
county-row-value: Morris McCarty <box>157 678 235 690</box>
